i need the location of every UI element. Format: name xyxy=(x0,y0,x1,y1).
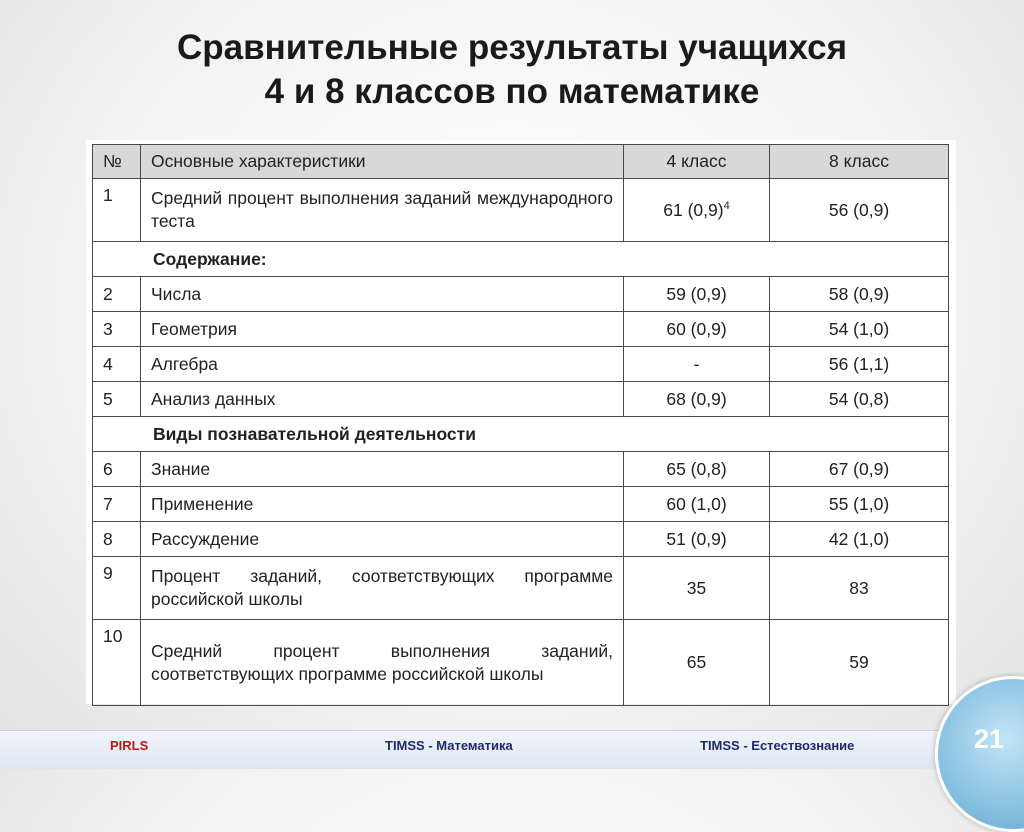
row-grade4 xyxy=(624,179,770,242)
row-grade4: - xyxy=(624,347,770,382)
row-grade8: 55 (1,0) xyxy=(770,487,949,522)
table-row xyxy=(93,179,949,242)
row-label: Анализ данных xyxy=(141,382,624,417)
slide-title xyxy=(0,26,1024,114)
row-number: 3 xyxy=(93,312,141,347)
row-grade4: 35 xyxy=(624,557,770,620)
row-grade8: 54 (0,8) xyxy=(770,382,949,417)
row-label: Средний процент выполнения заданий международного теста xyxy=(141,179,624,242)
table-header-row xyxy=(93,145,949,179)
grade4-value: 61 (0,9) xyxy=(663,199,724,220)
row-number: 10 xyxy=(93,620,141,706)
row-grade8: 54 (1,0) xyxy=(770,312,949,347)
table-row xyxy=(93,312,949,347)
header-grade4: 4 класс xyxy=(624,145,770,179)
slide-title-line2: 4 и 8 классов по математике xyxy=(264,72,760,111)
section-row xyxy=(93,242,949,277)
footer-link-pirls[interactable]: PIRLS xyxy=(110,738,149,753)
row-grade8: 58 (0,9) xyxy=(770,277,949,312)
footer-link-timss-science[interactable]: TIMSS - Естествознание xyxy=(700,738,855,753)
row-grade8: 59 xyxy=(770,620,949,706)
row-grade4: 65 (0,8) xyxy=(624,452,770,487)
row-grade8: 83 xyxy=(770,557,949,620)
header-grade8: 8 класс xyxy=(770,145,949,179)
row-label: Средний процент выполнения заданий, соответствующих программе российской школы xyxy=(141,620,624,706)
row-grade4: 51 (0,9) xyxy=(624,522,770,557)
header-characteristics: Основные характеристики xyxy=(141,145,624,179)
footer-link-timss-math[interactable]: TIMSS - Математика xyxy=(385,738,513,753)
table-row xyxy=(93,522,949,557)
row-number: 4 xyxy=(93,347,141,382)
results-table-image xyxy=(86,140,956,704)
row-label: Числа xyxy=(141,277,624,312)
row-number: 9 xyxy=(93,557,141,620)
row-number: 5 xyxy=(93,382,141,417)
section-row xyxy=(93,417,949,452)
row-number: 6 xyxy=(93,452,141,487)
table-row xyxy=(93,557,949,620)
section-cognitive-heading: Виды познавательной деятельности xyxy=(93,417,949,452)
row-grade8: 56 (1,1) xyxy=(770,347,949,382)
row-label: Геометрия xyxy=(141,312,624,347)
table-row xyxy=(93,347,949,382)
table-row xyxy=(93,620,949,706)
row-grade4: 60 (1,0) xyxy=(624,487,770,522)
row-grade4: 60 (0,9) xyxy=(624,312,770,347)
table-row xyxy=(93,452,949,487)
table-row xyxy=(93,277,949,312)
row-grade8: 56 (0,9) xyxy=(770,179,949,242)
row-label: Применение xyxy=(141,487,624,522)
row-number: 1 xyxy=(93,179,141,242)
row-label: Рассуждение xyxy=(141,522,624,557)
row-grade4: 59 (0,9) xyxy=(624,277,770,312)
row-grade8: 67 (0,9) xyxy=(770,452,949,487)
row-grade4: 68 (0,9) xyxy=(624,382,770,417)
row-label: Процент заданий, соответствующих программе российской школы xyxy=(141,557,624,620)
slide-title-line1: Сравнительные результаты учащихся xyxy=(176,28,848,67)
row-label: Алгебра xyxy=(141,347,624,382)
table-row xyxy=(93,487,949,522)
page-number: 21 xyxy=(973,724,1005,754)
row-number: 2 xyxy=(93,277,141,312)
row-number: 8 xyxy=(93,522,141,557)
row-grade8: 42 (1,0) xyxy=(770,522,949,557)
row-number: 7 xyxy=(93,487,141,522)
table-row xyxy=(93,382,949,417)
row-grade4: 65 xyxy=(624,620,770,706)
footnote-marker: 4 xyxy=(723,199,730,212)
results-table xyxy=(92,144,949,706)
header-number: № xyxy=(93,145,141,179)
row-label: Знание xyxy=(141,452,624,487)
section-content-heading: Содержание: xyxy=(93,242,949,277)
